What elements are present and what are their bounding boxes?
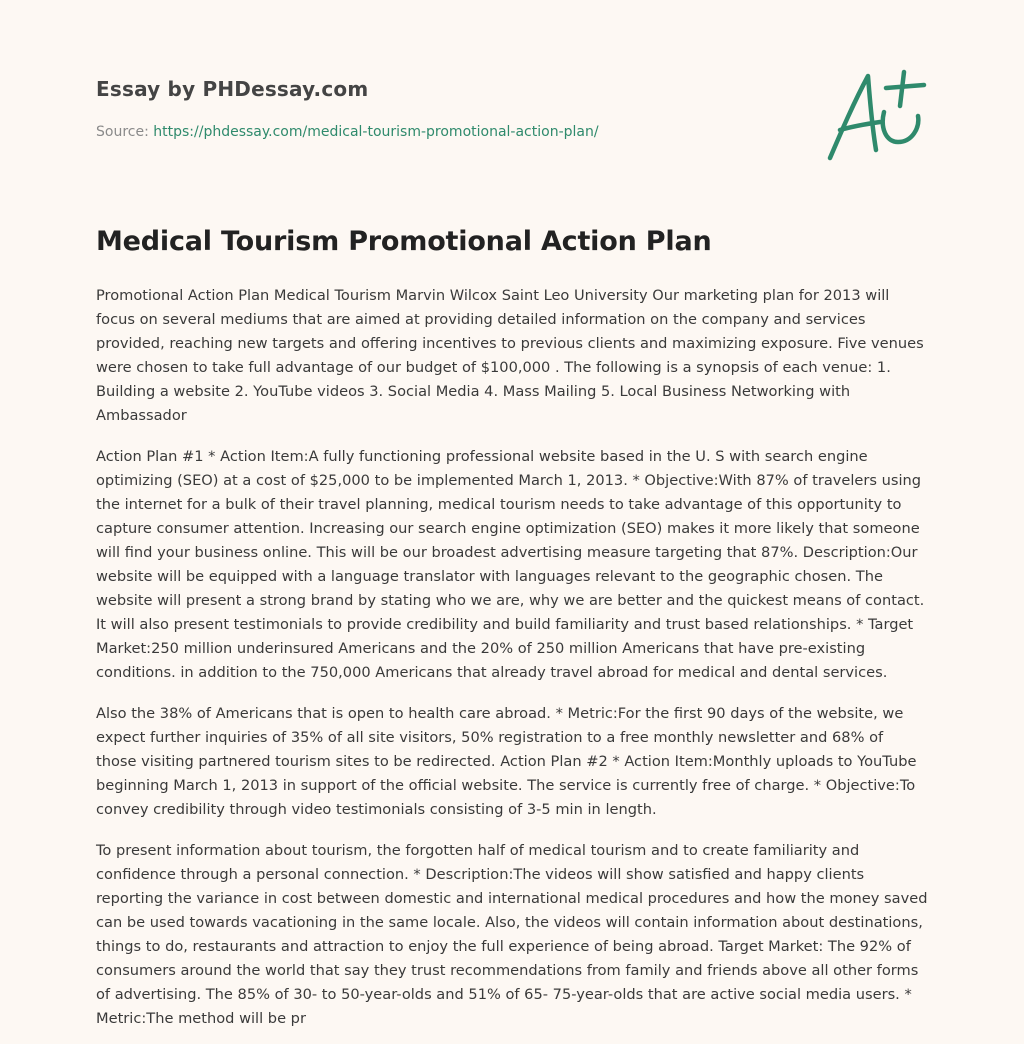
source-line [96,124,599,140]
site-brand: Essay by PHDessay.com [96,77,369,101]
essay-paragraph: Also the 38% of Americans that is open to health care abroad. * Metric:For the first 90 days of the website, we expect further inquiries of 35% of all site visitors, 50% registration to a free monthly newsletter and 68% of those visiting partnered tourism sites to be redirected. Action Plan #2 * Action Item:Monthly uploads to YouTube beginning March 1, 2013 in support of the official website. The service is currently free of charge. * Objective:To convey credibility through video testimonials consisting of 3-5 min in length. [96,705,917,818]
essay-paragraph: Action Plan #1 * Action Item:A fully functioning professional website based in the U. S with search engine optimizing (SEO) at a cost of $25,000 to be implemented March 1, 2013. * Objective:With 87% of travelers using the internet for a bulk of their travel planning, medical tourism needs to take advantage of this opportunity to capture consumer attention. Increasing our search engine optimization (SEO) makes it more likely that someone will find your business online. This will be our broadest advertising measure targeting that 87%. Description:Our website will be equipped with a language translator with languages relevant to the geographic chosen. The website will present a strong brand by stating who we are, why we are better and the quickest means of contact. It will also present testimonials to provide credibility and build familiarity and trust based relationships. * Target Market:250 million underinsured Americans and the 20% of 250 million Americans that have pre-existing conditions. in addition to the 750,000 Americans that already travel abroad for medical and dental services. [96,448,925,681]
source-label: Source: [96,124,149,140]
essay-paragraph: Promotional Action Plan Medical Tourism Marvin Wilcox Saint Leo University Our marketing plan for 2013 will focus on several mediums that are aimed at providing detailed information on the company and services provided, reaching new targets and offering incentives to previous clients and maximizing exposure. Five venues were chosen to take full advantage of our budget of $100,000 . The following is a synopsis of each venue: 1. Building a website 2. YouTube videos 3. Social Media 4. Mass Mailing 5. Local Business Networking with Ambassador [96,287,924,424]
essay-paragraph: To present information about tourism, the forgotten half of medical tourism and to create familiarity and confidence through a personal connection. * Description:The videos will show satisfied and happy clients reporting the variance in cost between domestic and international medical procedures and how the money saved can be used towards vacationing in the same locale. Also, the videos will contain information about destinations, things to do, restaurants and attraction to enjoy the full experience of being abroad. Target Market: The 92% of consumers around the world that say they trust recommendations from family and friends above all other forms of advertising. The 85% of 30- to 50-year-olds and 51% of 65- 75-year-olds that are active social media users. * Metric:The method will be pr [96,842,928,1027]
essay-body [96,284,928,1044]
source-link[interactable]: https://phdessay.com/medical-tourism-promotional-action-plan/ [153,124,599,140]
page-title: Medical Tourism Promotional Action Plan [96,226,712,257]
a-plus-logo-icon [820,66,930,166]
